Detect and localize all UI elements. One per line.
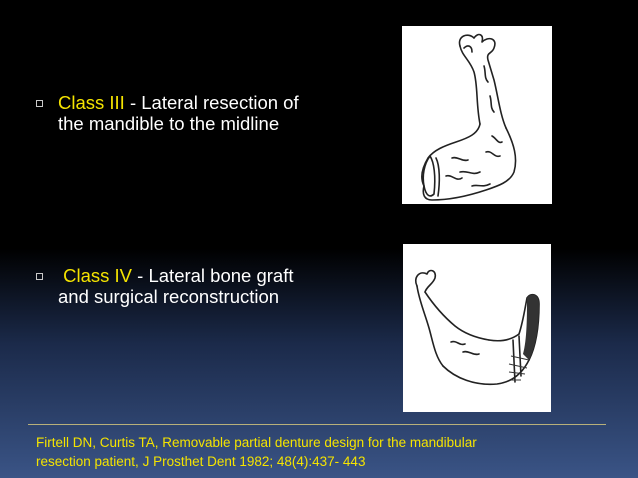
citation <box>36 433 626 471</box>
bullet-highlight: Class IV <box>63 265 133 286</box>
bullet-highlight: Class III <box>58 92 125 113</box>
bullet-description: - Lateral resection of the mandible to the midline <box>58 92 299 134</box>
mandible-class-iii-drawing <box>402 26 552 204</box>
bullet-text <box>58 92 308 134</box>
mandible-class-iv-drawing <box>403 244 551 412</box>
citation-line-2: resection patient, J Prosthet Dent 1982; 48(4):437- 443 <box>36 454 366 469</box>
divider <box>28 424 606 425</box>
mandible-reconstruction-illustration <box>403 244 551 412</box>
mandible-resection-illustration <box>402 26 552 204</box>
bullet-marker-icon <box>36 273 43 280</box>
citation-line-1: Firtell DN, Curtis TA, Removable partial denture design for the mandibular <box>36 435 477 450</box>
bullet-text <box>58 265 308 307</box>
bullet-marker-icon <box>36 100 43 107</box>
bullet-description: - Lateral bone graft and surgical reconstruction <box>58 265 294 307</box>
